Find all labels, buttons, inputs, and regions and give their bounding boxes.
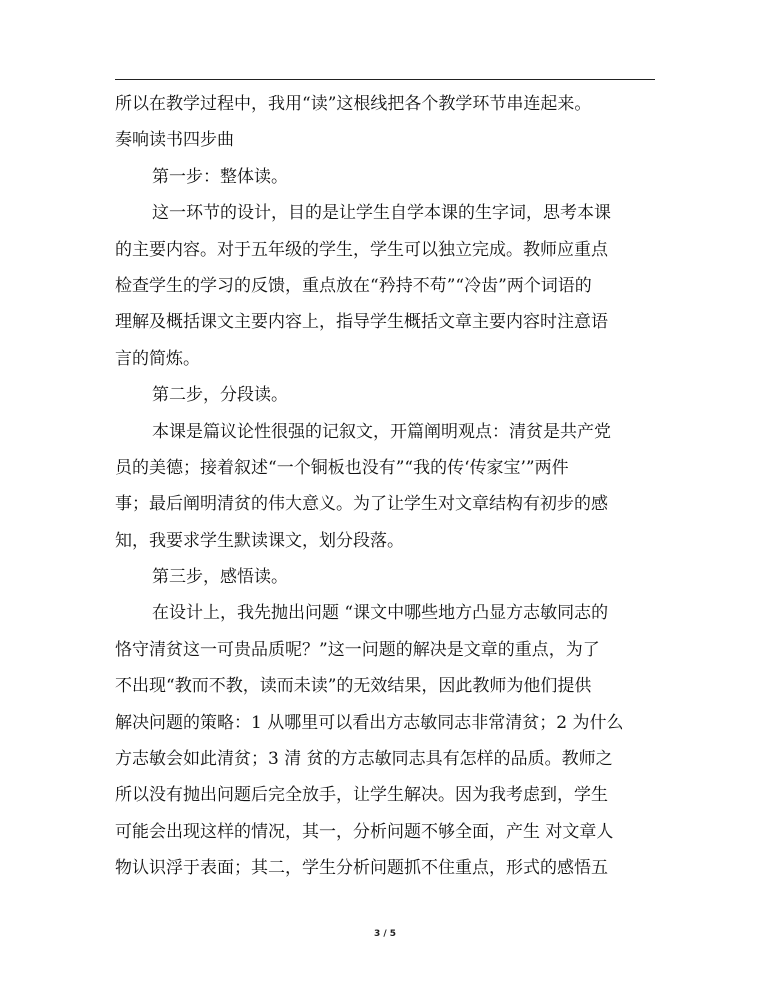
text-line: 所以在教学过程中，我用“读”这根线把各个教学环节串连起来。: [115, 94, 592, 114]
text-line: 事；最后阐明清贫的伟大意义。为了让学生对文章结构有初步的感: [115, 494, 608, 515]
text-line: 本课是篇议论性很强的记叙文，开篇阐明观点：清贫是共产党: [152, 421, 611, 442]
text-line: 不出现“教而不教，读而未读”的无效结果，因此教师为他们提供: [115, 676, 592, 697]
text-line: 这一环节的设计，目的是让学生自学本课的生字词，思考本课: [152, 203, 611, 224]
text-line: 知，我要求学生默读课文，划分段落。: [115, 530, 404, 551]
section-heading: 奏响读书四步曲: [115, 130, 234, 151]
text-line: 的主要内容。对于五年级的学生，学生可以独立完成。教师应重点: [115, 239, 608, 260]
page-number: 3 / 5: [373, 929, 397, 939]
text-line: 员的美德；接着叙述“一个铜板也没有”“我的传‘传家宝’”两件: [115, 457, 569, 478]
text-line: 所以没有抛出问题后完全放手，让学生解决。因为我考虑到，学生: [115, 785, 608, 806]
document-body: [115, 86, 660, 887]
text-line: 方志敏会如此清贫；3 清 贫的方志敏同志具有怎样的品质。教师之: [115, 749, 613, 770]
text-line: 检查学生的学习的反馈，重点放在“矜持不苟”“冷齿”两个词语的: [115, 275, 592, 296]
header-rule: [115, 79, 655, 80]
text-line: 理解及概括课文主要内容上，指导学生概括文章主要内容时注意语: [115, 312, 608, 333]
text-line: 在设计上，我先抛出问题 “课文中哪些地方凸显方志敏同志的: [152, 603, 609, 624]
text-line: 物认识浮于表面；其二，学生分析问题抓不住重点，形式的感悟五: [115, 858, 608, 879]
text-line: 可能会出现这样的情况，其一，分析问题不够全面，产生 对文章人: [115, 821, 614, 842]
text-line: 解决问题的策略：1 从哪里可以看出方志敏同志非常清贫；2 为什么: [115, 712, 624, 733]
text-line: 恪守清贫这一可贵品质呢？”这一问题的解决是文章的重点，为了: [115, 639, 600, 660]
step-heading: 第三步，感悟读。: [152, 567, 288, 588]
step-heading: 第二步，分段读。: [152, 385, 288, 406]
step-heading: 第一步：整体读。: [152, 166, 288, 187]
text-line: 言的简炼。: [115, 348, 200, 369]
